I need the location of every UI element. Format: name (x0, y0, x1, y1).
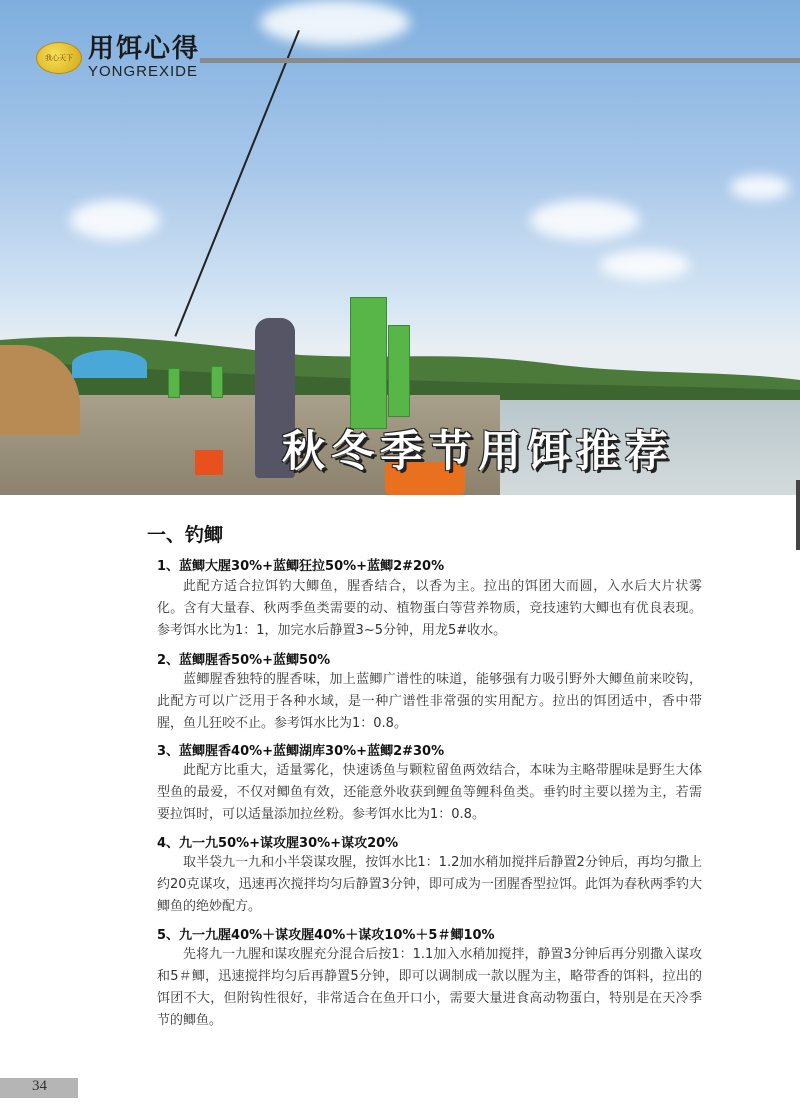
flag-graphic (388, 325, 410, 417)
flag-graphic (211, 366, 223, 398)
recipe-title: 1、蓝鲫大腥30%+蓝鲫狂拉50%+蓝鲫2#20% (157, 559, 445, 574)
recipe-description: 蓝鲫腥香独特的腥香味，加上蓝鲫广谱性的味道，能够强有力吸引野外大鲫鱼前来咬钩，此配方可以广泛用于各种水域，是一种广谱性非常强的实用配方。拉出的饵团适中，香中带腥，鱼儿狂咬不止。参考饵水比为1：0.8。 (157, 672, 702, 731)
banner-title: 秋冬季节用饵推荐 (282, 427, 674, 477)
recipe-description: 此配方比重大，适量雾化，快速诱鱼与颗粒留鱼两效结合，本味为主略带腥味是野生大体型鱼的最爱，不仅对鲫鱼有效，还能意外收获到鲤鱼等鲤科鱼类。垂钓时主要以搓为主，若需要拉饵时，可以适量添加拉丝粉。参考饵水比为1：0.8。 (157, 763, 702, 822)
recipe-title: 2、蓝鲫腥香50%+蓝鲫50% (157, 653, 331, 668)
column-title-pinyin: YONGREXIDE (88, 63, 199, 80)
umbrella-graphic (72, 350, 147, 378)
recipe-title: 5、九一九腥40%＋谋攻腥40%＋谋攻10%＋5＃鲫10% (157, 928, 495, 943)
bucket-graphic (195, 450, 223, 475)
column-title: 用饵心得 (88, 34, 201, 64)
recipe-description: 取半袋九一九和小半袋谋攻腥，按饵水比1：1.2加水稍加搅拌后静置2分钟后，再均匀撒上约20克谋攻，迅速再次搅拌均匀后静置3分钟，即可成为一团腥香型拉饵。此饵为春秋两季钓大鲫鱼的绝妙配方。 (157, 855, 702, 914)
recipe-description: 先将九一九腥和谋攻腥充分混合后按1：1.1加入水稍加搅拌，静置3分钟后再分别撒入谋攻和5＃鲫，迅速搅拌均匀后再静置5分钟，即可以调制成一款以腥为主，略带香的饵料，拉出的饵团不大，但附钩性很好，非常适合在鱼开口小，需要大量进食高动物蛋白，特别是在天冷季节的鲫鱼。 (157, 947, 702, 1028)
flag-graphic (168, 368, 180, 398)
brand-logo: 我心天下 (36, 42, 82, 74)
header-rule (200, 58, 800, 63)
recipe-title: 3、蓝鲫腥香40%+蓝鲫湖库30%+蓝鲫2#30% (157, 744, 445, 759)
recipe-description: 此配方适合拉饵钓大鲫鱼，腥香结合，以香为主。拉出的饵团大而圆，入水后大片状雾化。含有大量春、秋两季鱼类需要的动、植物蛋白等营养物质，竞技速钓大鲫也有优良表现。参考饵水比为1：1，加完水后静置3~5分钟，用龙5#收水。 (157, 579, 702, 638)
recipe-title: 4、九一九50%+谋攻腥30%+谋攻20% (157, 836, 399, 851)
section-heading: 一、钓鲫 (147, 524, 224, 546)
flag-graphic (350, 297, 387, 429)
page-number: 34 (32, 1078, 47, 1094)
article-body (0, 495, 800, 1118)
